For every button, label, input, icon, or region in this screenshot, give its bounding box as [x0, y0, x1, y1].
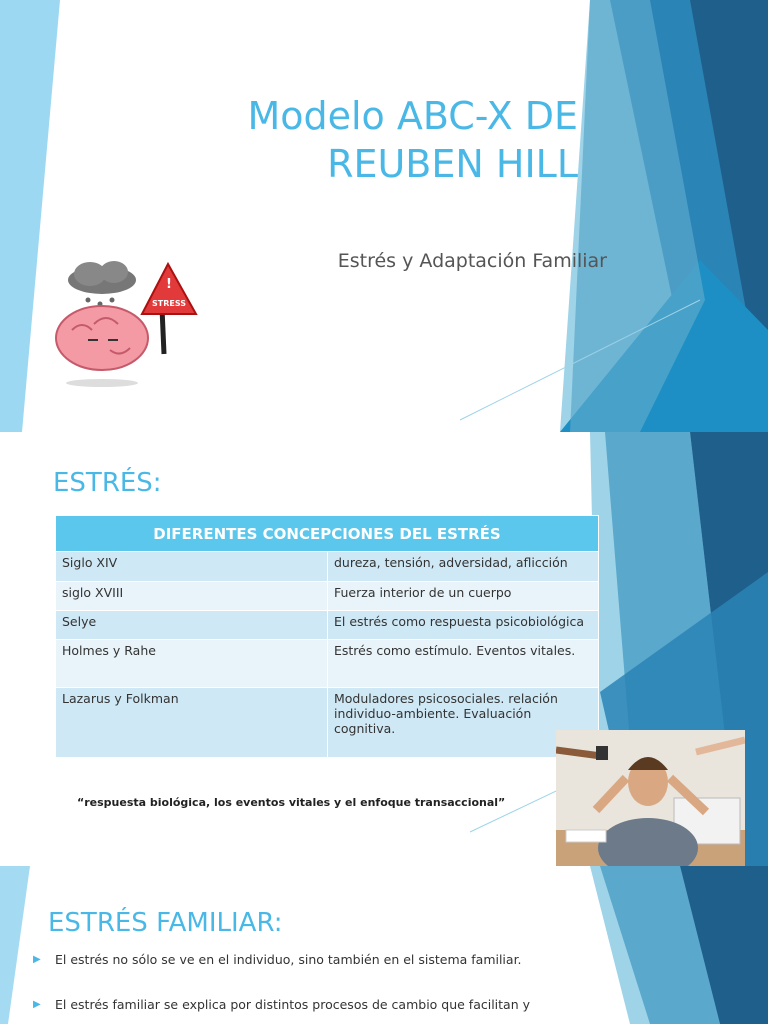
table-cell: Estrés como estímulo. Eventos vitales. — [328, 640, 599, 688]
table-row — [56, 582, 599, 611]
quote-text: “respuesta biológica, los eventos vitales y el enfoque transaccional” — [77, 796, 506, 809]
slide-title — [0, 0, 768, 432]
title-line-1: Modelo ABC-X DE — [247, 94, 578, 138]
table-cell: Selye — [56, 611, 328, 640]
svg-text:!: ! — [166, 277, 172, 292]
table-cell: Siglo XIV — [56, 552, 328, 582]
slide-subtitle: Estrés y Adaptación Familiar — [337, 250, 607, 272]
bullet-arrow-icon: ▶ — [33, 954, 41, 965]
title-line-2: REUBEN HILL — [327, 142, 578, 186]
table-cell: El estrés como respuesta psicobiológica — [328, 611, 599, 640]
slide-title-text — [150, 92, 578, 188]
table-row — [56, 640, 599, 688]
estres-familiar-heading: ESTRÉS FAMILIAR: — [48, 908, 283, 938]
stressed-brain-illustration — [50, 258, 210, 393]
table-cell: dureza, tensión, adversidad, aflicción — [328, 552, 599, 582]
table-header: DIFERENTES CONCEPCIONES DEL ESTRÉS — [56, 516, 599, 552]
concepciones-table — [55, 515, 599, 758]
table-cell: Holmes y Rahe — [56, 640, 328, 688]
table-row — [56, 552, 599, 582]
list-item: ▶ El estrés no sólo se ve en el individuo, sino también en el sistema familiar. — [33, 952, 522, 967]
slide-estres-familiar — [0, 866, 768, 1024]
bullet-arrow-icon: ▶ — [33, 999, 41, 1010]
slide-estres — [0, 432, 768, 866]
table-row — [56, 688, 599, 758]
table-row — [56, 611, 599, 640]
table-cell: siglo XVIII — [56, 582, 328, 611]
table-cell: Fuerza interior de un cuerpo — [328, 582, 599, 611]
list-item: ▶ El estrés familiar se explica por distintos procesos de cambio que facilitan y — [33, 997, 531, 1012]
estres-heading: ESTRÉS: — [53, 468, 162, 498]
table-cell: Lazarus y Folkman — [56, 688, 328, 758]
bullet-list — [33, 952, 598, 1024]
stress-sign-text: STRESS — [151, 299, 187, 308]
table-cell: Moduladores psicosociales. relación individuo-ambiente. Evaluación cognitiva. — [328, 688, 599, 758]
stressed-man-photo — [556, 730, 745, 866]
